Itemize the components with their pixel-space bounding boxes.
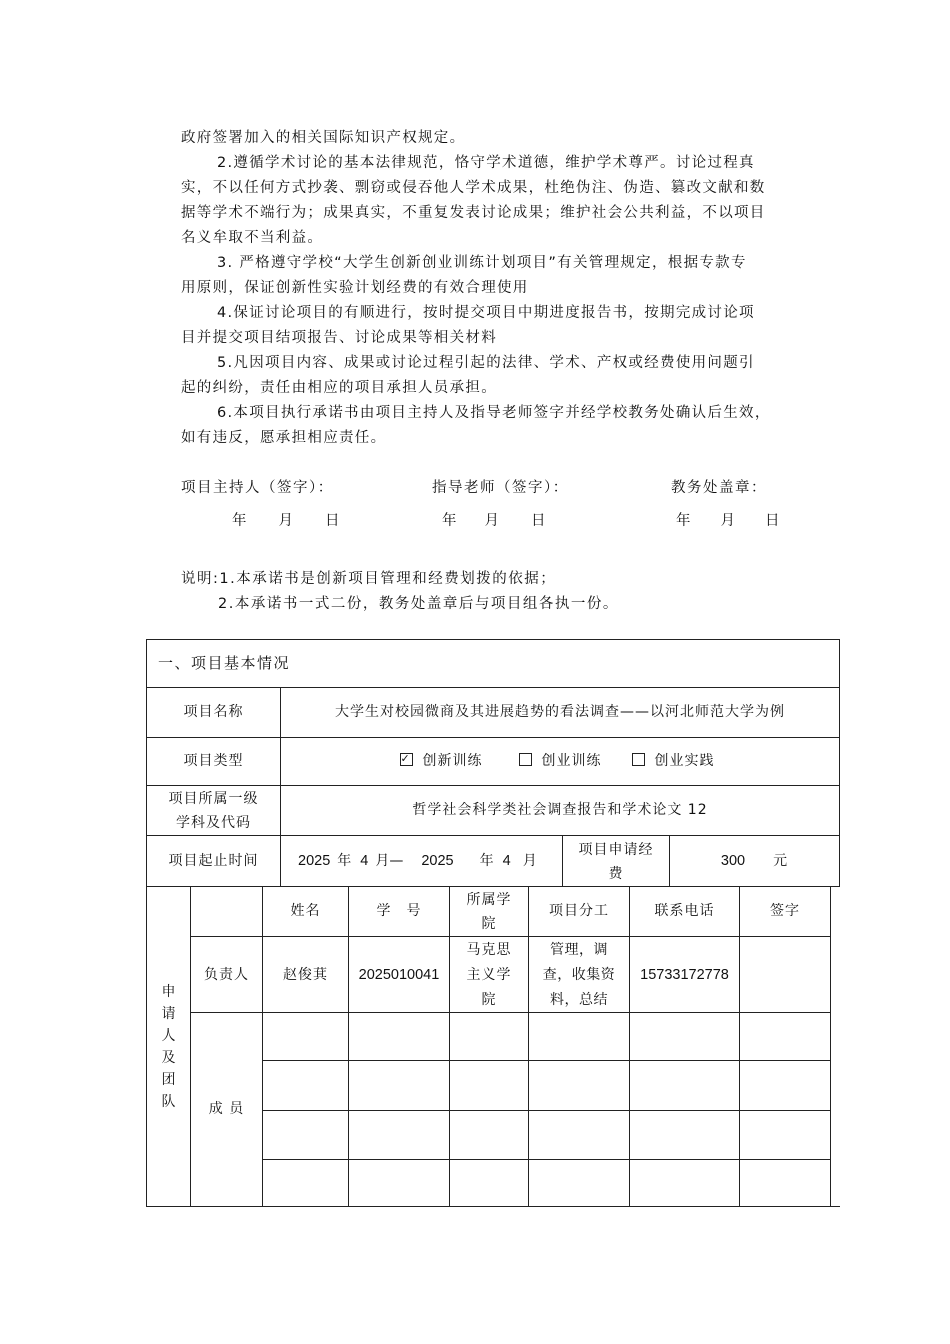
option-entrepreneurship-practice[interactable] (632, 749, 715, 774)
label-char: 团 (161, 1071, 176, 1088)
end-year: 2025 (421, 853, 454, 869)
header-signature: 签字 (770, 903, 800, 919)
advisor-signature-label: 指导老师（签字）： (432, 480, 569, 496)
option-label: 创业训练 (541, 753, 602, 769)
option-entrepreneurship-training[interactable] (519, 749, 602, 774)
label-char: 人 (161, 1027, 176, 1044)
cell-line: 主义学 (466, 967, 512, 983)
header-phone: 联系电话 (654, 903, 715, 919)
note-1: 说明:1.本承诺书是创新项目管理和经费划拨的依据； (181, 571, 557, 587)
text-line: 实，不以任何方式抄袭、剽窃或侵吞他人学术成果，杜绝伪注、伪造、篡改文献和数 (181, 180, 766, 196)
start-month: 4 (360, 853, 369, 869)
project-name-label: 项目名称 (183, 704, 244, 720)
label-line: 费 (608, 865, 624, 882)
option-innovation-training[interactable] (400, 749, 483, 774)
period-label: 项目起止时间 (168, 853, 259, 869)
option-label: 创新训练 (422, 753, 483, 769)
text-line: 如有违反，愿承担相应责任。 (181, 430, 387, 446)
commitment-5 (181, 351, 755, 401)
team-label (147, 887, 190, 1206)
office-date (676, 509, 780, 530)
year-unit: 年 (337, 853, 352, 869)
project-type-label: 项目类型 (183, 753, 244, 769)
fund-unit: 元 (773, 853, 789, 869)
text-line: 目并提交项目结项报告、讨论成果等相关材料 (181, 330, 497, 346)
office-seal-label: 教务处盖章： (671, 480, 767, 496)
note-2: 2.本承诺书一式二份，教务处盖章后与项目组各执一份。 (218, 596, 619, 612)
day-label: 日 (531, 513, 546, 529)
header-duty: 项目分工 (549, 903, 609, 919)
commitment-6 (181, 401, 771, 451)
leader-signature-cell[interactable] (740, 937, 830, 1012)
header-student-id: 学 号 (376, 903, 422, 919)
text-line: 4.保证讨论项目的有顺进行，按时提交项目中期进度报告书，按期完成讨论项 (217, 305, 755, 321)
discipline-value: 哲学社会科学类社会调查报告和学术论文 12 (412, 802, 708, 818)
member-role: 成 员 (208, 1101, 245, 1117)
discipline-label (147, 786, 280, 835)
year-label: 年 (232, 513, 247, 529)
header-name: 姓名 (290, 903, 321, 919)
cell-line: 管理，调 (550, 942, 608, 958)
year-unit: 年 (479, 853, 494, 869)
text-line: 政府签署加入的相关国际知识产权规定。 (181, 130, 466, 146)
day-label: 日 (765, 513, 780, 529)
project-name-value: 大学生对校园微商及其进展趋势的看法调查——以河北师范大学为例 (335, 704, 785, 720)
host-date (232, 509, 340, 530)
leader-duty (529, 937, 629, 1012)
leader-name: 赵俊萁 (283, 967, 328, 983)
text-line: 用原则，保证创新性实验计划经费的有效合理使用 (181, 280, 529, 296)
month-unit: 月 (375, 853, 390, 869)
start-year: 2025 (298, 853, 331, 869)
label-line: 项目所属一级 (168, 790, 259, 807)
text-line: 3. 严格遵守学校“大学生创新创业训练计划项目”有关管理规定，根据专款专 (217, 255, 747, 271)
leader-college (450, 937, 528, 1012)
cell-line: 马克思 (466, 942, 512, 958)
cell-line: 料，总结 (550, 992, 608, 1008)
day-label: 日 (325, 513, 340, 529)
text-line: 6.本项目执行承诺书由项目主持人及指导老师签字并经学校教务处确认后生效， (217, 405, 771, 421)
month-unit: 月 (522, 853, 537, 869)
cell-line: 院 (481, 992, 497, 1008)
label-char: 及 (161, 1049, 176, 1066)
fund-value (670, 836, 839, 887)
text-line: 名义牟取不当利益。 (181, 230, 324, 246)
advisor-date (442, 509, 546, 530)
label-char: 申 (161, 983, 176, 1000)
text-line: 2.遵循学术讨论的基本法律规范，恪守学术道德，维护学术尊严。讨论过程真 (217, 155, 755, 171)
fund-label (563, 836, 669, 887)
cell-line: 查，收集资 (542, 967, 616, 983)
leader-role: 负责人 (204, 967, 249, 983)
leader-student-id: 2025010041 (358, 967, 440, 983)
year-label: 年 (676, 513, 691, 529)
text-line: 据等学术不端行为；成果真实，不重复发表讨论成果；维护社会公共利益，不以项目 (181, 205, 766, 221)
leader-phone: 15733172778 (640, 967, 729, 983)
project-type-options (281, 738, 839, 785)
month-label: 月 (720, 513, 735, 529)
period-value (281, 836, 562, 887)
month-label: 月 (278, 513, 293, 529)
header-line: 院 (481, 915, 497, 932)
text-line: 起的纠纷，责任由相应的项目承担人员承担。 (181, 380, 497, 396)
checkbox-icon[interactable] (519, 753, 532, 766)
month-label: 月 (484, 513, 499, 529)
header-college (450, 887, 528, 936)
header-line: 所属学 (466, 891, 512, 908)
text-line: 5.凡因项目内容、成果或讨论过程引起的法律、学术、产权或经费使用问题引 (217, 355, 755, 371)
commitment-1-tail (181, 126, 465, 151)
checkbox-checked-icon[interactable] (400, 753, 413, 766)
commitment-3 (181, 251, 747, 301)
label-char: 请 (161, 1005, 176, 1022)
checkbox-icon[interactable] (632, 753, 645, 766)
host-signature-label: 项目主持人（签字）： (181, 480, 334, 496)
label-line: 项目申请经 (578, 841, 654, 858)
section-title: 一、项目基本情况 (158, 654, 291, 672)
period-dash: — (389, 853, 404, 869)
label-line: 学科及代码 (176, 814, 251, 831)
year-label: 年 (442, 513, 457, 529)
option-label: 创业实践 (654, 753, 715, 769)
end-month: 4 (502, 853, 511, 869)
commitment-4 (181, 301, 755, 351)
fund-amount: 300 (720, 853, 746, 869)
commitment-2 (181, 151, 766, 251)
label-char: 队 (161, 1093, 176, 1110)
